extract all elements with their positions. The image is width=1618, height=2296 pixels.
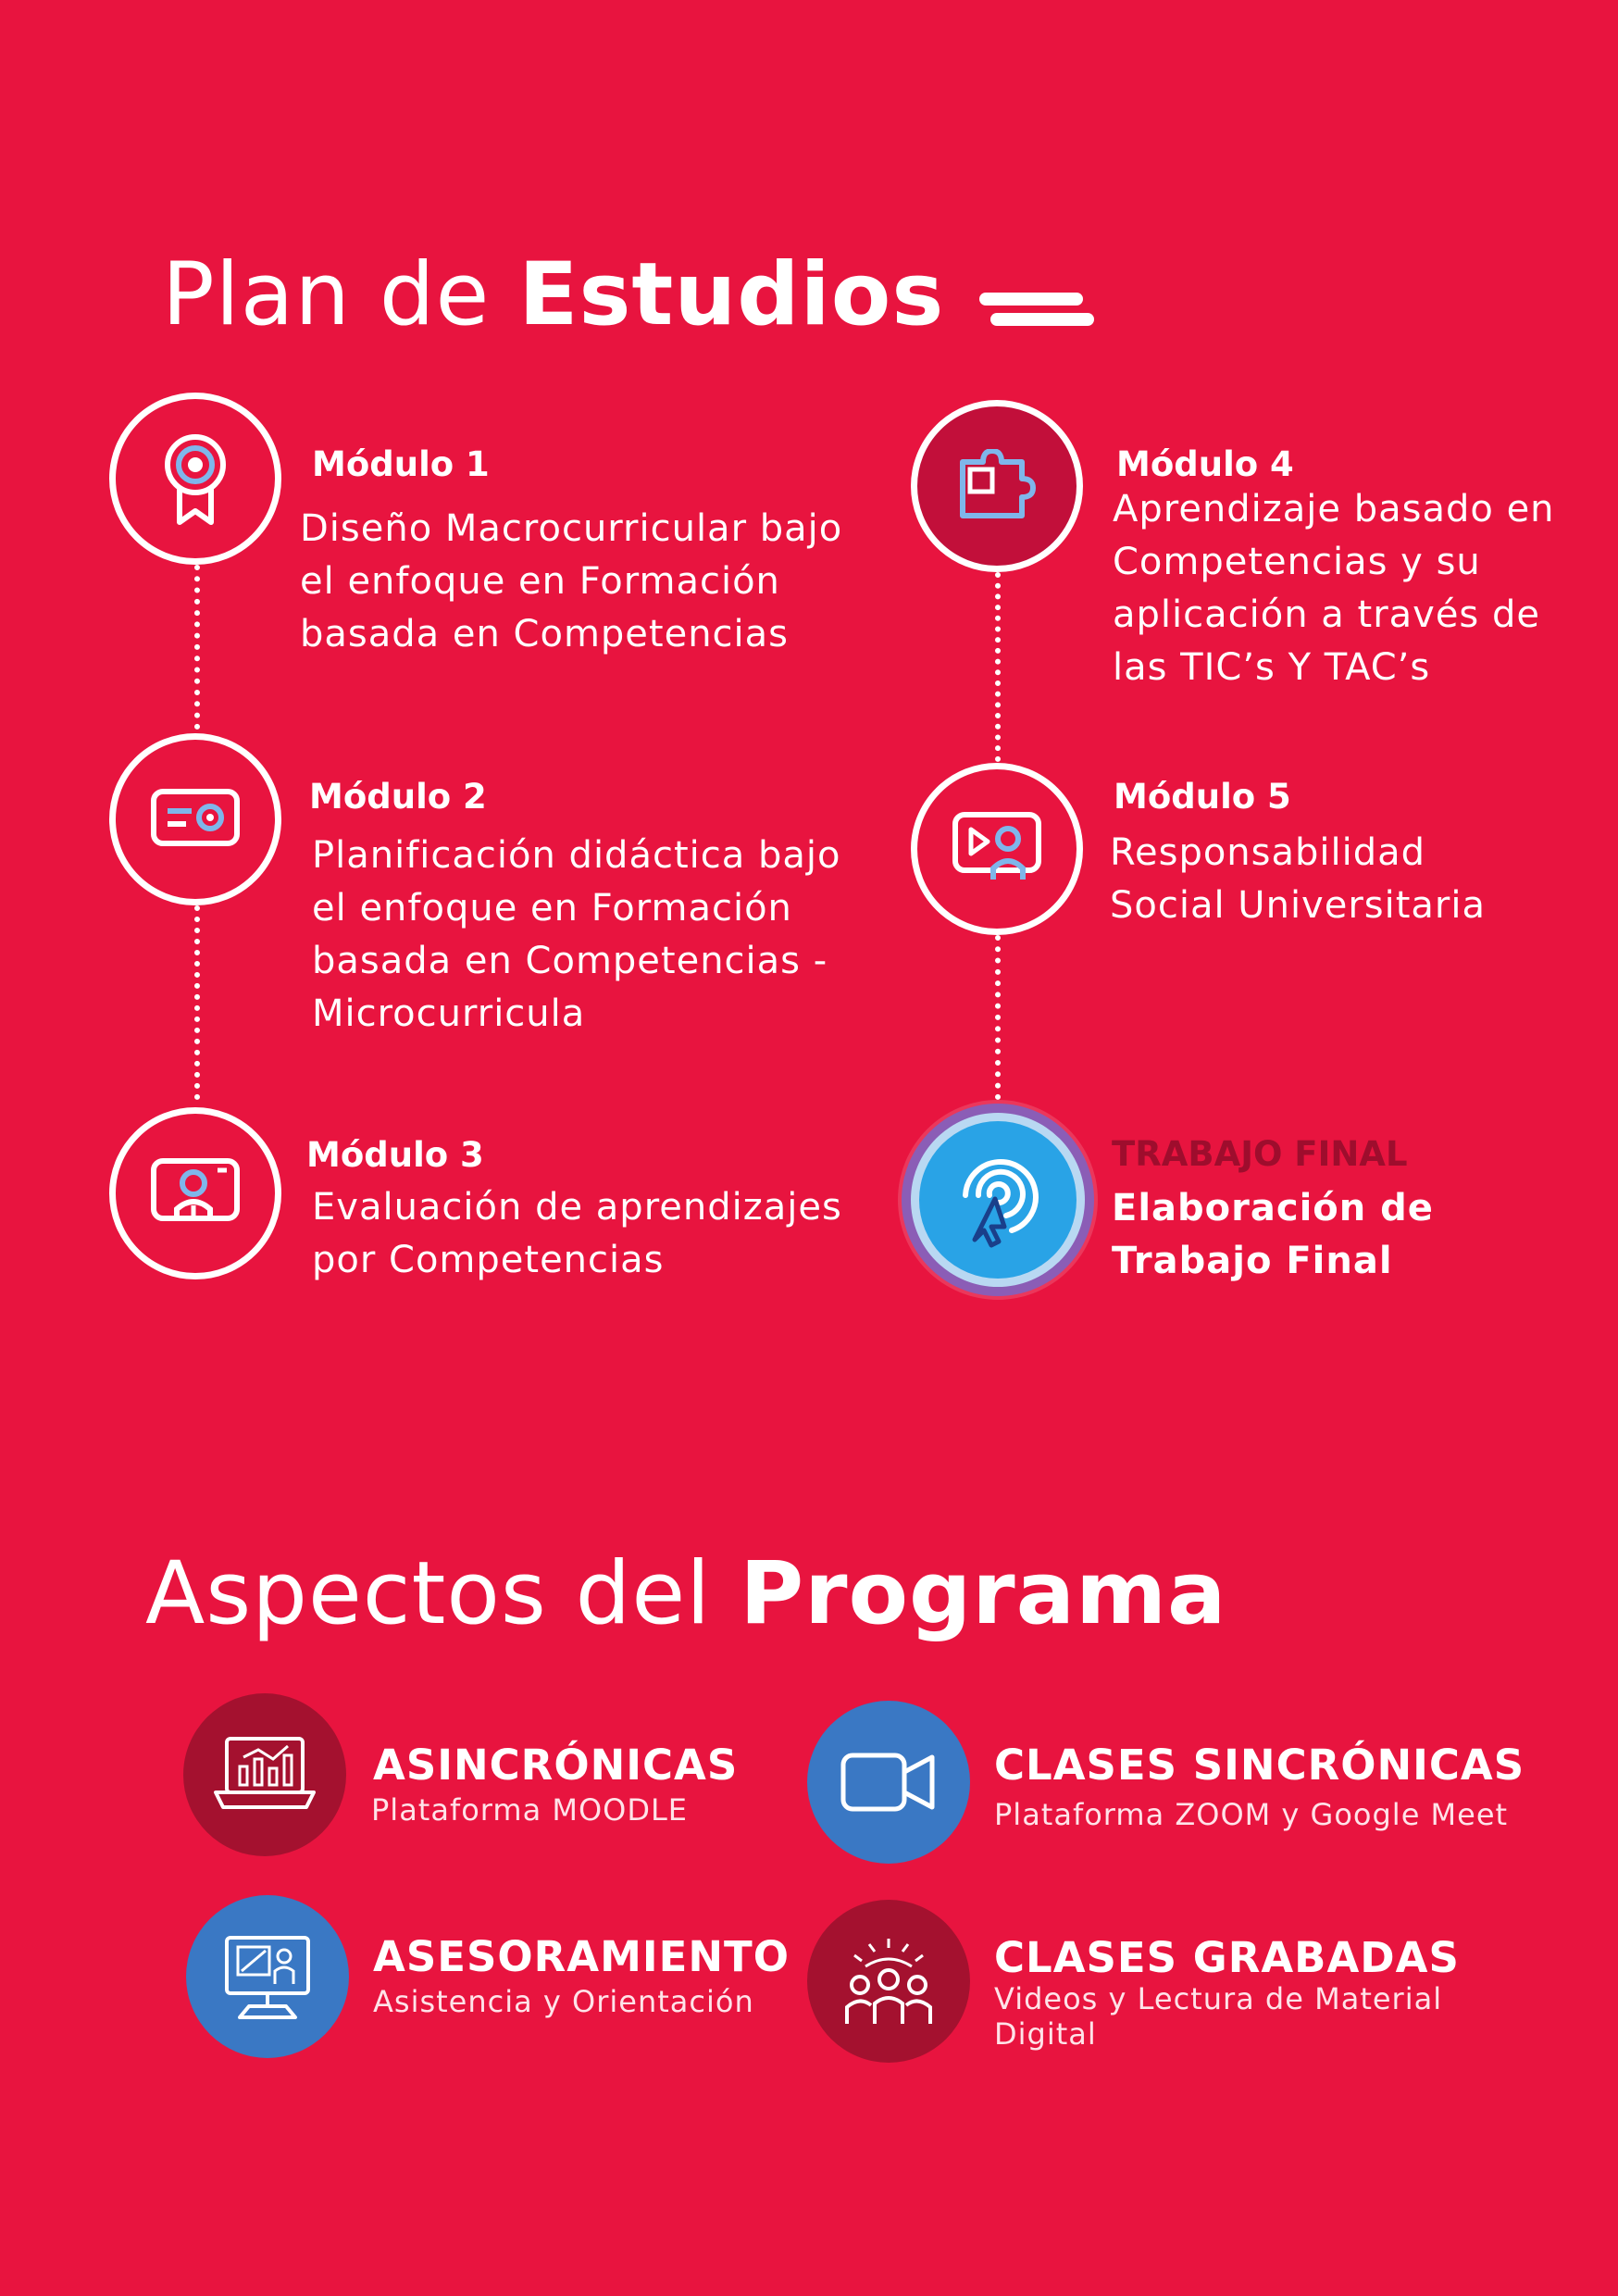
- aspect-grabadas-title: CLASES GRABADAS: [994, 1933, 1460, 1982]
- module-5-circle: [911, 763, 1083, 935]
- aspects-title: [145, 1543, 1227, 1644]
- module-1-label: Módulo 1: [312, 444, 490, 484]
- module-2-text: Planificación didáctica bajo el enfoque en Formación basada en Competencias - Microcurricula: [312, 834, 841, 1035]
- plan-title: [162, 244, 945, 345]
- title-dash-decoration: [979, 293, 1083, 306]
- aspect-grabadas-circle: [807, 1900, 970, 2063]
- module-1-text: Diseño Macrocurricular bajo el enfoque en Formación basada en Competencias: [300, 507, 843, 655]
- target-click-icon: [947, 1149, 1049, 1251]
- video-camera-icon: [840, 1750, 938, 1815]
- module-5-text: Responsabilidad Social Universitaria: [1110, 831, 1486, 927]
- final-work-label: TRABAJO FINAL: [1112, 1134, 1408, 1174]
- final-work-ring: [911, 1113, 1085, 1287]
- aspect-sincronicas-subtitle: Plataforma ZOOM y Google Meet: [994, 1797, 1509, 1832]
- module-connector: [995, 935, 1001, 1100]
- aspect-asesoramiento-circle: [186, 1895, 349, 2058]
- monitor-teacher-icon: [221, 1932, 314, 2021]
- final-work-text: Elaboración de Trabajo Final: [1112, 1187, 1434, 1282]
- award-ribbon-icon: [154, 428, 237, 530]
- module-3-circle: [109, 1107, 281, 1279]
- plan-title-bold: Estudios: [518, 244, 945, 345]
- presentation-user-icon: [149, 1152, 242, 1235]
- module-4-circle: [911, 400, 1083, 572]
- aspect-sincronicas-title: CLASES SINCRÓNICAS: [994, 1741, 1525, 1790]
- aspect-sincronicas-circle: [807, 1701, 970, 1864]
- final-work-core: [919, 1121, 1077, 1279]
- title-dash-decoration: [990, 313, 1094, 326]
- module-connector: [194, 905, 200, 1100]
- aspects-title-bold: Programa: [740, 1543, 1227, 1644]
- aspect-asincronicas-subtitle: Plataforma MOODLE: [371, 1792, 689, 1828]
- module-5-label: Módulo 5: [1114, 777, 1291, 817]
- aspect-grabadas-subtitle: Videos y Lectura de Material Digital: [994, 1981, 1443, 2052]
- module-3-text: Evaluación de aprendizajes por Competencias: [312, 1186, 842, 1281]
- module-3-label: Módulo 3: [306, 1135, 484, 1175]
- aspect-asesoramiento-title: ASESORAMIENTO: [373, 1932, 790, 1981]
- aspect-asincronicas-circle: [183, 1693, 346, 1856]
- module-connector: [995, 572, 1001, 762]
- group-people-icon: [838, 1935, 940, 2028]
- video-user-icon: [951, 807, 1043, 891]
- aspect-asincronicas-title: ASINCRÓNICAS: [373, 1741, 739, 1790]
- module-connector: [194, 565, 200, 730]
- module-4-label: Módulo 4: [1116, 444, 1294, 484]
- module-4-text: Aprendizaje basado en Competencias y su aplicación a través de las TIC’s Y TAC’s: [1113, 488, 1555, 689]
- final-work-circle: [902, 1104, 1094, 1296]
- plan-title-light: Plan de: [162, 244, 491, 345]
- module-1-circle: [109, 393, 281, 565]
- aspects-title-light: Aspectos del: [145, 1543, 712, 1644]
- module-2-circle: [109, 733, 281, 905]
- aspect-asesoramiento-subtitle: Asistencia y Orientación: [373, 1984, 754, 2019]
- laptop-chart-icon: [214, 1733, 316, 1816]
- certificate-icon: [149, 787, 242, 852]
- module-2-label: Módulo 2: [309, 777, 487, 817]
- puzzle-piece-icon: [955, 449, 1039, 523]
